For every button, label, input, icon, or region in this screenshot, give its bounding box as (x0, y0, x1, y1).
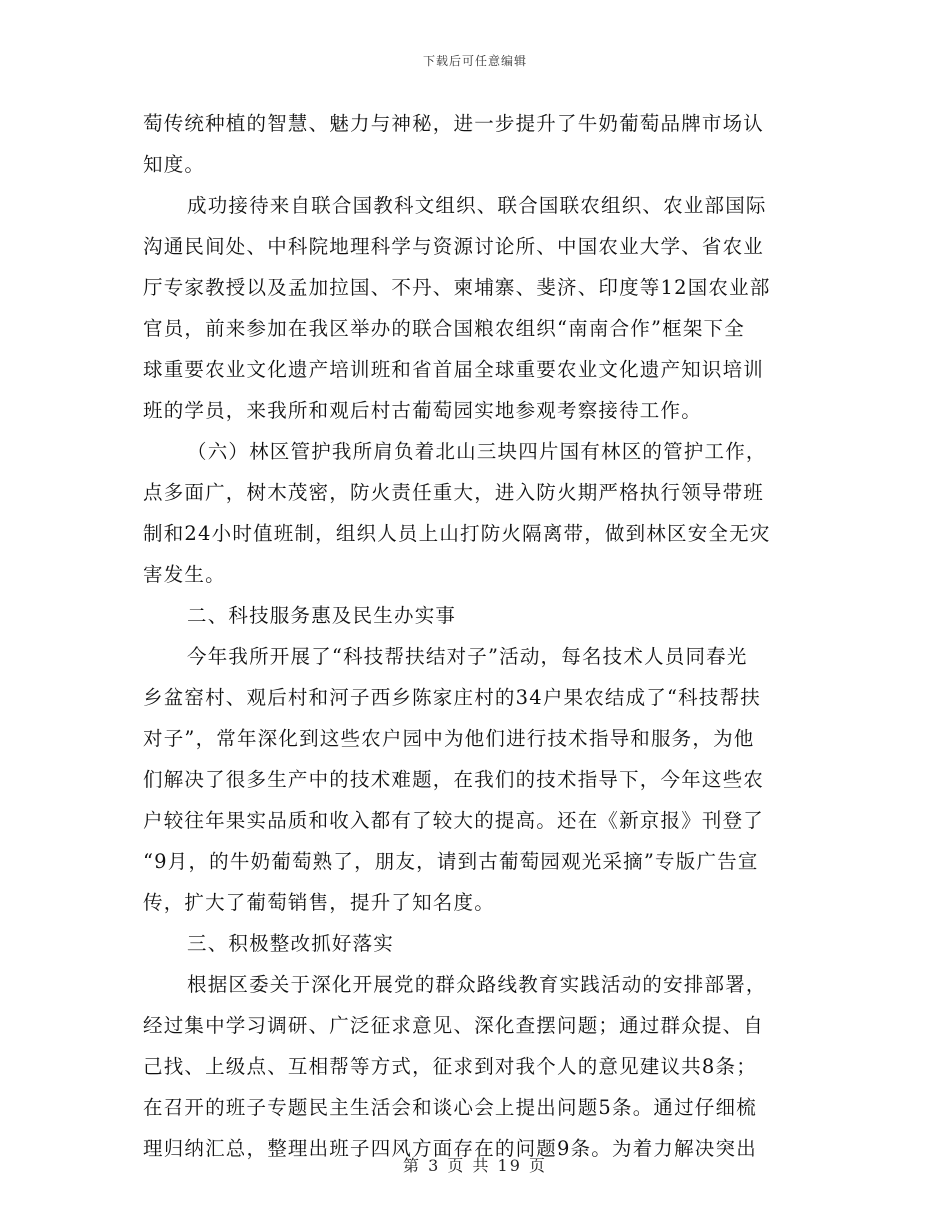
page-footer: 第 3 页 共 19 页 (403, 1156, 547, 1175)
text-line: 害发生。 (143, 563, 226, 586)
text-line: 班的学员，来我所和观后村古葡萄园实地参观考察接待工作。 (143, 399, 702, 422)
text-line: 传，扩大了葡萄销售，提升了知名度。 (143, 891, 495, 914)
text-line: 制和24小时值班制，组织人员上山打防火隔离带，做到林区安全无灾 (143, 522, 771, 545)
text-line: 根据区委关于深化开展党的群众路线教育实践活动的安排部署， (187, 973, 767, 996)
text-line: 理归纳汇总，整理出班子四风方面存在的问题9条。为着力解决突出 (143, 1137, 757, 1160)
text-line: （六）林区管护我所肩负着北山三块四片国有林区的管护工作， (187, 440, 767, 463)
text-line: 萄传统种植的智慧、魅力与神秘，进一步提升了牛奶葡萄品牌市场认 (143, 112, 765, 135)
text-line: 们解决了很多生产中的技术难题，在我们的技术指导下，今年这些农 (143, 768, 765, 791)
text-line: 在召开的班子专题民主生活会和谈心会上提出问题5条。通过仔细梳 (143, 1096, 757, 1119)
text-line: 成功接待来自联合国教科文组织、联合国联农组织、农业部国际 (187, 194, 767, 217)
text-line: 户较往年果实品质和收入都有了较大的提高。还在《新京报》刊登了 (143, 809, 765, 832)
document-body (143, 103, 809, 1169)
text-line: 己找、上级点、互相帮等方式，征求到对我个人的意见建议共8条； (143, 1055, 757, 1078)
text-line: 知度。 (143, 153, 206, 176)
text-line: 三、积极整改抓好落实 (187, 932, 395, 955)
text-line: 对子”，常年深化到这些农户园中为他们进行技术指导和服务，为他 (143, 727, 755, 750)
text-line: 乡盆窑村、观后村和河子西乡陈家庄村的34户果农结成了“科技帮扶 (143, 686, 761, 709)
text-line: 官员，前来参加在我区举办的联合国粮农组织“南南合作”框架下全 (143, 317, 745, 340)
text-line: “9月，的牛奶葡萄熟了，朋友，请到古葡萄园观光采摘”专版广告宣 (143, 850, 759, 873)
text-line: 球重要农业文化遗产培训班和省首届全球重要农业文化遗产知识培训 (143, 358, 765, 381)
text-line: 厅专家教授以及孟加拉国、不丹、柬埔寨、斐济、印度等12国农业部 (143, 276, 771, 299)
text-line: 经过集中学习调研、广泛征求意见、深化查摆问题；通过群众提、自 (143, 1014, 765, 1037)
text-line: 点多面广，树木茂密，防火责任重大，进入防火期严格执行领导带班 (143, 481, 765, 504)
page-header: 下载后可任意编辑 (422, 54, 527, 68)
text-line: 二、科技服务惠及民生办实事 (187, 604, 457, 627)
text-line: 今年我所开展了“科技帮扶结对子”活动，每名技术人员同春光 (187, 645, 748, 668)
text-line: 沟通民间处、中科院地理科学与资源讨论所、中国农业大学、省农业 (143, 235, 765, 258)
